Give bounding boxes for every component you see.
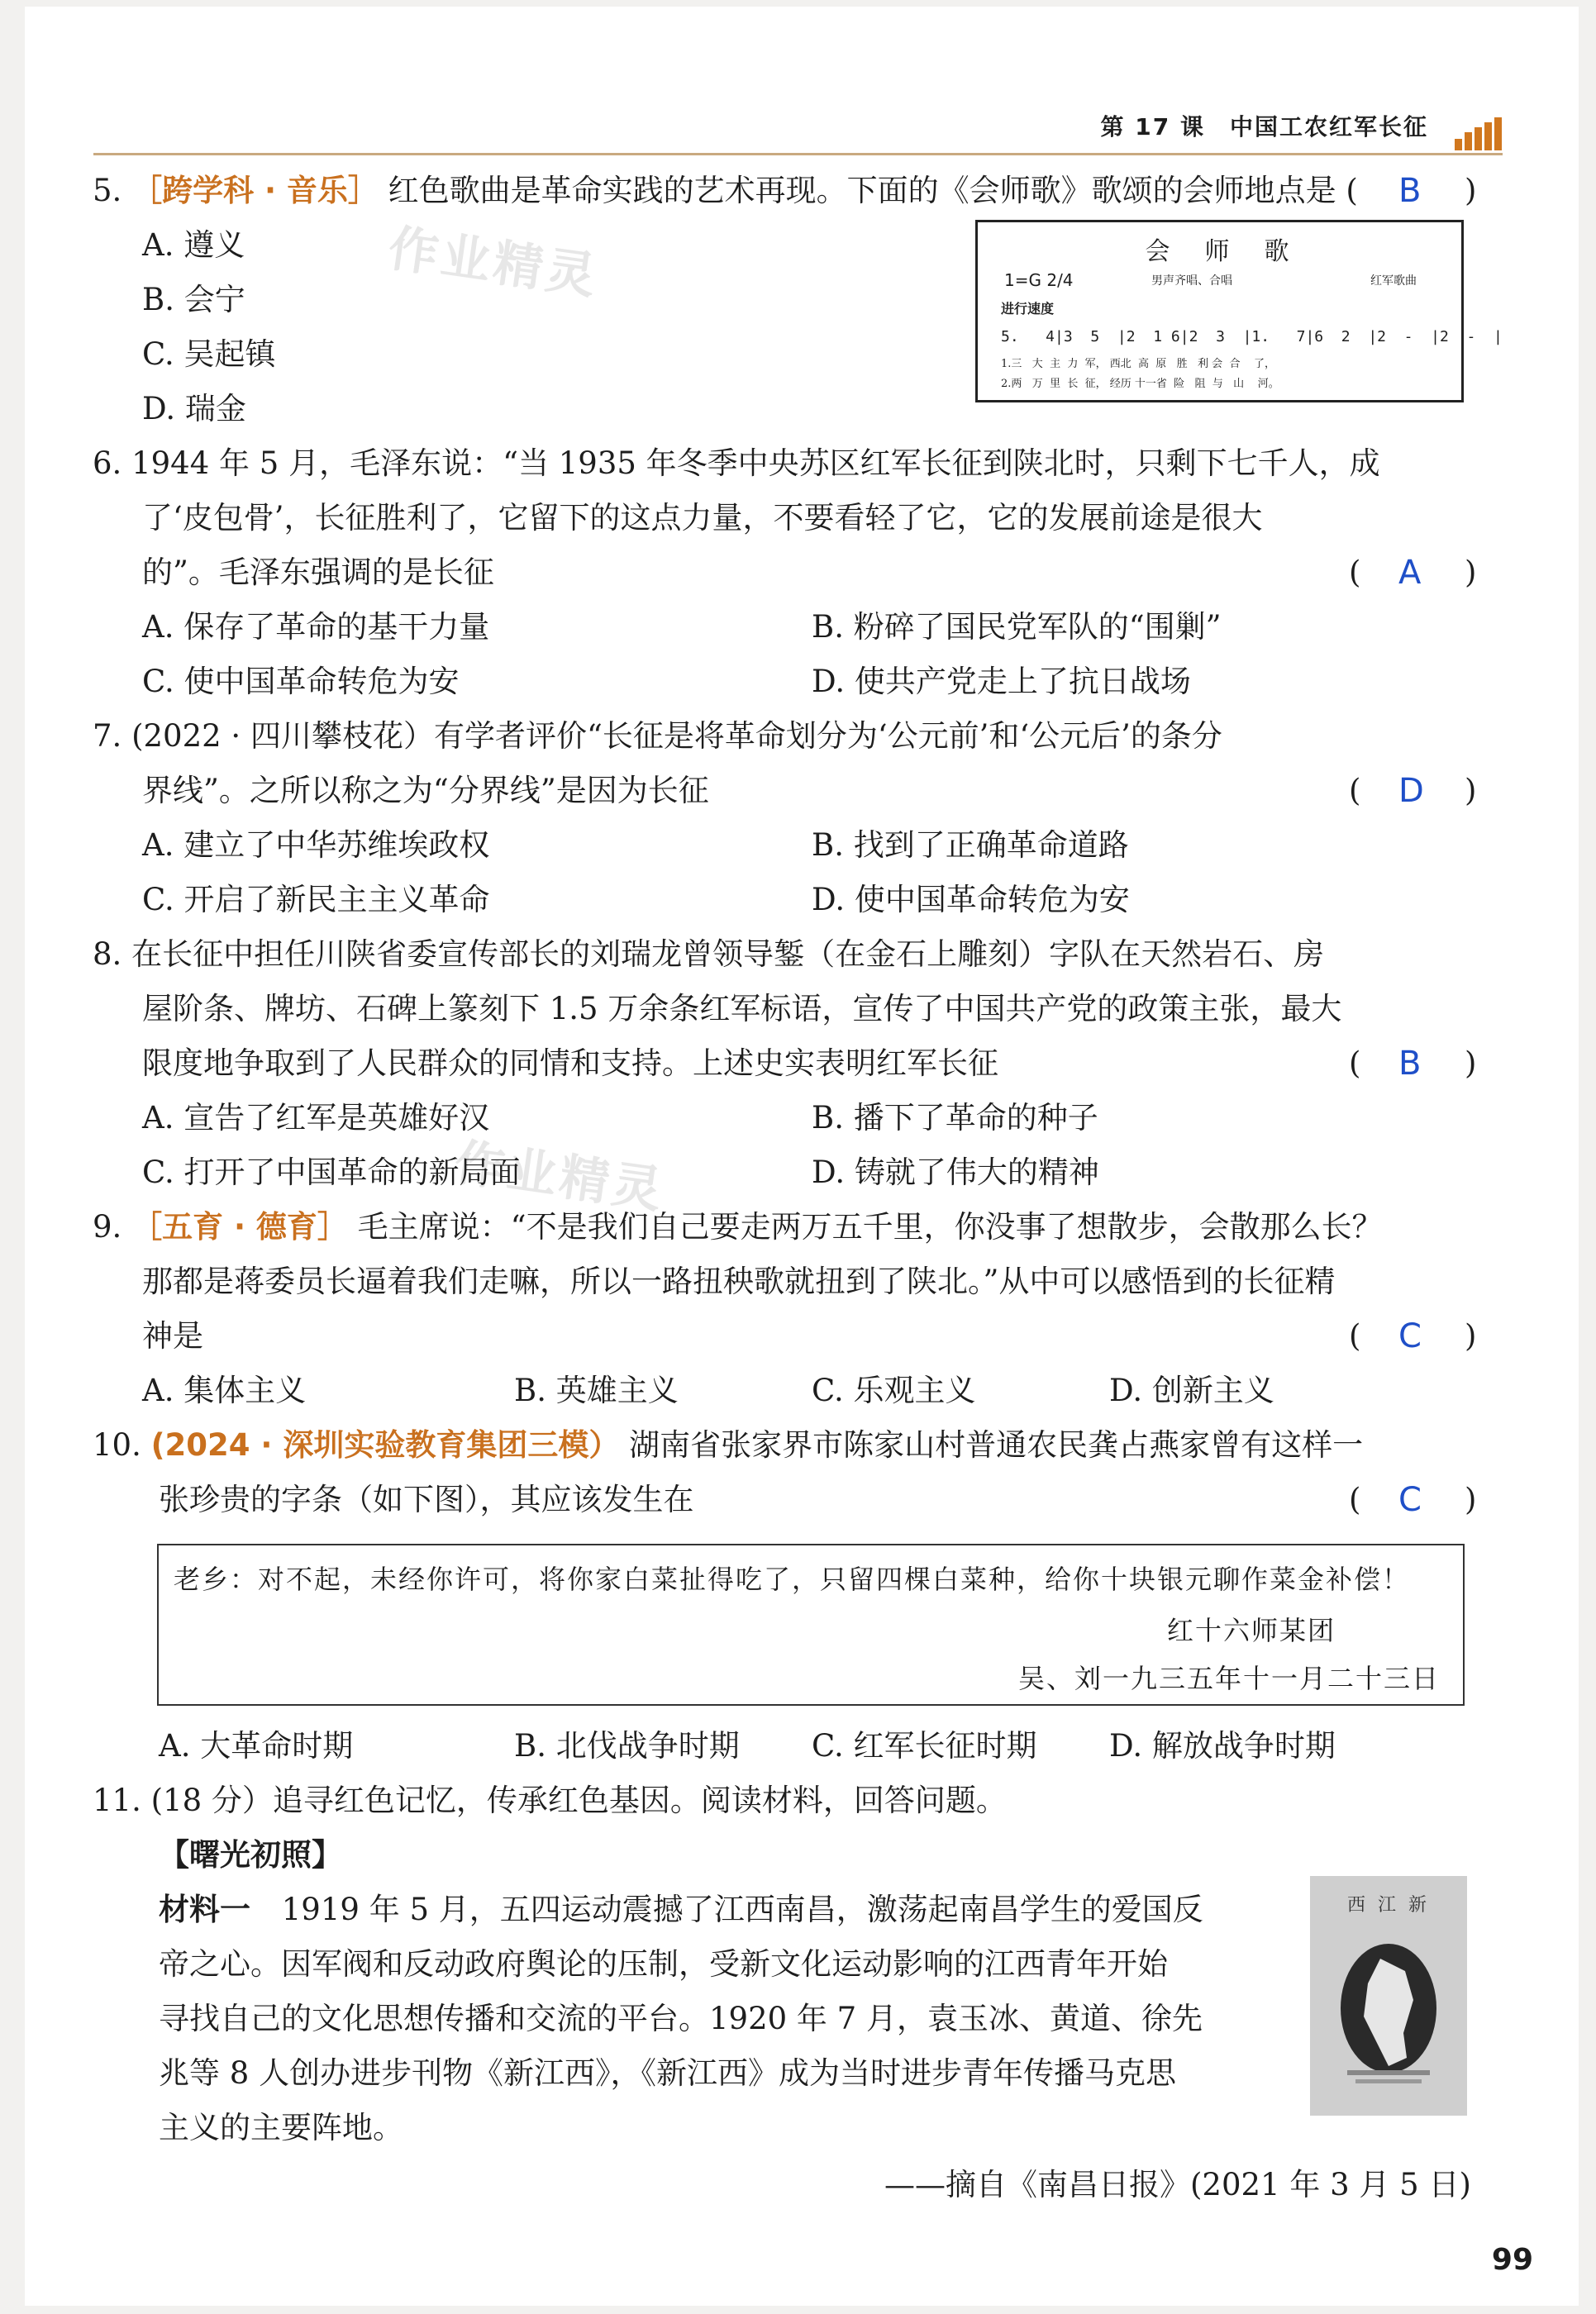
question-line: 那都是蒋委员长逼着我们走嘛，所以一路扭秧歌就扭到了陕北。”从中可以感悟到的长征精 <box>142 1264 1336 1299</box>
note-line-2: 红十六师某团 <box>1167 1615 1336 1646</box>
answer-paren-close: ) <box>1465 173 1477 208</box>
section-heading: 【曙光初照】 <box>159 1837 342 1873</box>
option-a: A. 建立了中华苏维埃政权 <box>142 827 490 863</box>
question-number: 11. <box>93 1783 141 1818</box>
source-citation: ——摘自《南昌日报》(2021 年 3 月 5 日) <box>884 2167 1471 2202</box>
song-notation: 5. 4|3 5 |2 1 6|2 3 |1. 7|6 2 |2 - |2 - | <box>1001 328 1503 345</box>
note-line-1: 老乡：对不起，未经你许可，将你家白菜扯得吃了，只留四棵白菜种，给你十块银元聊作菜金补偿！ <box>174 1564 1411 1595</box>
option-c: C. 红军长征时期 <box>812 1728 1037 1764</box>
answer-paren-open: ( <box>1349 1318 1361 1354</box>
question-number: 9. <box>93 1209 122 1245</box>
material-text: 帝之心。因军阀和反动政府舆论的压制，受新文化运动影响的江西青年开始 <box>159 1946 1168 1982</box>
song-genre: 红军歌曲 <box>1370 274 1417 288</box>
question-stem: (18 分）追寻红色记忆，传承红色基因。阅读材料，回答问题。 <box>150 1783 1007 1818</box>
question-line: 限度地争取到了人民群众的同情和支持。上述史实表明红军长征 <box>142 1045 998 1081</box>
question-number: 10. <box>93 1427 141 1463</box>
option-b: B. 播下了革命的种子 <box>812 1100 1098 1136</box>
option-d: D. 使中国革命转危为安 <box>812 882 1130 917</box>
question-line: 张珍贵的字条（如下图），其应该发生在 <box>159 1482 694 1517</box>
song-key: 1=G 2/4 <box>1004 270 1074 290</box>
option-b: B. 找到了正确革命道路 <box>812 827 1129 863</box>
question-number: 6. <box>93 445 122 481</box>
material-label: 材料一 <box>159 1892 250 1927</box>
question-stem: 红色歌曲是革命实践的艺术再现。下面的《会师歌》歌颂的会师地点是 ( <box>388 173 1358 208</box>
question-number: 8. <box>93 936 122 972</box>
answer-mark: C <box>1398 1481 1422 1519</box>
option-a: A. 遵义 <box>142 227 245 263</box>
option-b: B. 北伐战争时期 <box>514 1728 740 1764</box>
map-emblem-icon <box>1331 1934 1446 2091</box>
watermark: 作业精灵 <box>384 219 603 307</box>
option-d: D. 铸就了伟大的精神 <box>812 1155 1099 1190</box>
answer-mark: D <box>1398 772 1424 810</box>
question-line: 的”。毛泽东强调的是长征 <box>142 555 494 590</box>
song-score-box <box>975 220 1503 402</box>
question-10 <box>93 1418 1363 1473</box>
lesson-title: 第 17 课 中国工农红军长征 <box>1100 113 1428 140</box>
page-number: 99 <box>1491 2243 1533 2277</box>
question-7 <box>93 709 1222 764</box>
answer-mark: A <box>1398 554 1422 592</box>
material-text: 兆等 8 人创办进步刊物《新江西》，《新江西》成为当时进步青年传播马克思 <box>159 2055 1177 2091</box>
option-b: B. 会宁 <box>142 282 245 317</box>
question-line: 了‘皮包骨’，长征胜利了，它留下的这点力量，不要看轻了它，它的发展前途是很大 <box>142 500 1263 536</box>
question-line: 湖南省张家界市陈家山村普通农民龚占燕家曾有这样一 <box>629 1427 1364 1463</box>
option-c: C. 吴起镇 <box>142 336 276 372</box>
question-tag: ［五育 · 德育］ <box>131 1209 348 1245</box>
answer-paren-open: ( <box>1349 773 1361 808</box>
bar-chart-icon <box>1455 117 1503 150</box>
answer-mark: B <box>1398 172 1422 210</box>
question-number: 5. <box>93 173 122 208</box>
song-tempo: 进行速度 <box>1001 301 1055 317</box>
answer-paren-open: ( <box>1349 1482 1361 1517</box>
question-number: 7. <box>93 718 122 754</box>
watermark: 作业精灵 <box>450 1133 669 1221</box>
option-c: C. 使中国革命转危为安 <box>142 664 460 699</box>
question-line: 神是 <box>142 1318 203 1354</box>
material-text: 主义的主要阵地。 <box>159 2110 403 2145</box>
page-header <box>93 106 1503 155</box>
option-d: D. 瑞金 <box>142 391 246 426</box>
question-line: 在长征中担任川陕省委宣传部长的刘瑞龙曾领导錾（在金石上雕刻）字队在天然岩石、房 <box>131 936 1325 972</box>
option-b: B. 英雄主义 <box>514 1373 679 1408</box>
photo-caption: 西 江 新 <box>1347 1895 1430 1916</box>
option-a: A. 大革命时期 <box>159 1728 354 1764</box>
answer-paren-close: ) <box>1465 1318 1477 1354</box>
question-8 <box>93 927 1324 982</box>
question-line: 界线”。之所以称之为“分界线”是因为长征 <box>142 773 709 808</box>
song-lyric-1: 1.三 大 主 力 军， 西北 高 原 胜 利 会 合 了， <box>1001 358 1275 370</box>
question-line: 1944 年 5 月，毛泽东说：“当 1935 年冬季中央苏区红军长征到陕北时，只剩下七千人，成 <box>131 445 1380 481</box>
magazine-cover-photo <box>1310 1876 1467 2116</box>
answer-paren-close: ) <box>1465 773 1477 808</box>
question-tag: (2024 · 深圳实验教育集团三模） <box>150 1427 620 1463</box>
material-1-line <box>159 1883 1203 1937</box>
material-text: 1919 年 5 月，五四运动震撼了江西南昌，激荡起南昌学生的爱国反 <box>281 1892 1203 1927</box>
song-performers: 男声齐唱、合唱 <box>1151 274 1232 288</box>
option-b: B. 粉碎了国民党军队的“围剿” <box>812 609 1222 645</box>
answer-mark: C <box>1398 1317 1422 1355</box>
note-box <box>157 1544 1465 1706</box>
question-line: 毛主席说：“不是我们自己要走两万五千里，你没事了想散步，会散那么长？ <box>357 1209 1383 1245</box>
question-line: (2022 · 四川攀枝花）有学者评价“长征是将革命划分为‘公元前’和‘公元后’的条分 <box>131 718 1222 754</box>
option-d: D. 创新主义 <box>1109 1373 1274 1408</box>
question-5 <box>93 164 1358 218</box>
question-line: 屋阶条、牌坊、石碑上篆刻下 1.5 万余条红军标语，宣传了中国共产党的政策主张，最大 <box>142 991 1342 1026</box>
answer-paren-close: ) <box>1465 1482 1477 1517</box>
option-a: A. 宣告了红军是英雄好汉 <box>142 1100 490 1136</box>
textbook-page <box>25 7 1579 2306</box>
answer-paren-open: ( <box>1349 1045 1361 1081</box>
note-line-3: 吴、刘一九三五年十一月二十三日 <box>1018 1663 1441 1694</box>
answer-mark: B <box>1398 1045 1422 1083</box>
option-c: C. 打开了中国革命的新局面 <box>142 1155 521 1190</box>
answer-paren-close: ) <box>1465 1045 1477 1081</box>
option-a: A. 集体主义 <box>142 1373 307 1408</box>
option-d: D. 解放战争时期 <box>1109 1728 1336 1764</box>
question-9 <box>93 1200 1383 1255</box>
header-rule <box>93 153 1503 155</box>
song-lyric-2: 2.两 万 里 长 征， 经历 十一省 险 阻 与 山 河。 <box>1001 378 1279 390</box>
answer-paren-open: ( <box>1349 555 1361 590</box>
option-c: C. 乐观主义 <box>812 1373 976 1408</box>
question-6 <box>93 436 1380 491</box>
option-a: A. 保存了革命的基干力量 <box>142 609 490 645</box>
question-11 <box>93 1774 1007 1828</box>
song-title: 会 师 歌 <box>1145 237 1294 266</box>
option-d: D. 使共产党走上了抗日战场 <box>812 664 1191 699</box>
material-text: 寻找自己的文化思想传播和交流的平台。1920 年 7 月，袁玉冰、黄道、徐先 <box>159 2001 1203 2036</box>
answer-paren-close: ) <box>1465 555 1477 590</box>
option-c: C. 开启了新民主主义革命 <box>142 882 490 917</box>
question-tag: ［跨学科 · 音乐］ <box>131 173 379 208</box>
